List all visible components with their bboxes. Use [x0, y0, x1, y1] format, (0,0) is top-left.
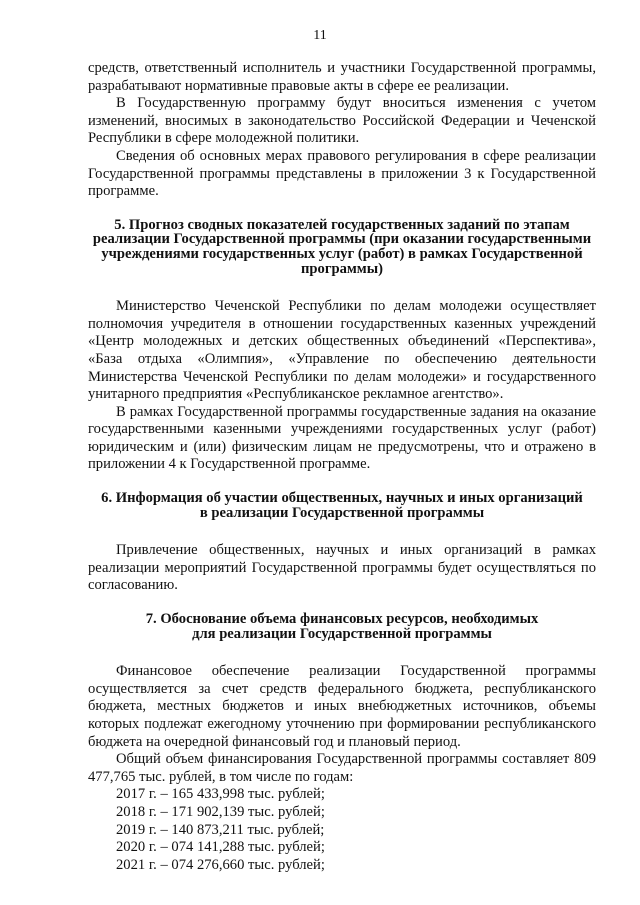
section-5-paragraph: В рамках Государственной программы государственные задания на оказание государственными казенными учреждениями государственных услуг (работ) юридическим и (или) физическим лицам не предусмотрены, что и отражено в приложении 4 к Государственной программе.: [88, 403, 596, 473]
section-5-heading-line: 5. Прогноз сводных показателей государственных заданий по этапам: [114, 216, 570, 233]
paragraph-continuation: средств, ответственный исполнитель и участники Государственной программы, разрабатывают нормативные правовые акты в сфере ее реализации.: [88, 60, 596, 94]
section-6-heading-line: 6. Информация об участии общественных, научных и иных организаций: [101, 490, 583, 507]
document-body: [88, 60, 596, 874]
section-6-heading-line: в реализации Государственной программы: [199, 504, 485, 521]
section-5-heading-line: учреждениями государственных услуг (работ) в рамках Государственной: [101, 245, 583, 262]
list-item: 2021 г. – 074 276,660 тыс. рублей;: [116, 856, 325, 873]
section-7-heading: [88, 612, 596, 641]
paragraph-regulation-info: Сведения об основных мерах правового регулирования в сфере реализации Государственной программы представлены в приложении 3 к Государственной программе.: [88, 147, 596, 200]
page-number: 11: [313, 28, 327, 43]
list-item: 2019 г. – 140 873,211 тыс. рублей;: [116, 821, 325, 838]
paragraph-amendments: В Государственную программу будут вноситься изменения с учетом изменений, вносимых в законодательство Российской Федерации и Чеченской Республики в сфере молодежной политики.: [88, 95, 596, 147]
section-7-heading-line: для реализации Государственной программы: [192, 625, 492, 642]
section-7-paragraph: Финансовое обеспечение реализации Государственной программы осуществляется за счет средств федерального бюджета, республиканского бюджета, местных бюджетов и иных внебюджетных источников, объемы которых подлежат ежегодному уточнению при формировании республиканского бюджета на очередной финансовый год и плановый период.: [88, 663, 596, 750]
list-item: 2020 г. – 074 141,288 тыс. рублей;: [116, 839, 325, 856]
list-item: 2018 г. – 171 902,139 тыс. рублей;: [116, 803, 325, 820]
section-6-paragraph: Привлечение общественных, научных и иных организаций в рамках реализации мероприятий Государственной программы будет осуществляться по согласованию.: [88, 542, 596, 594]
section-5-heading-line: реализации Государственной программы (при оказании государственными: [92, 231, 592, 248]
section-5-paragraph: Министерство Чеченской Республики по делам молодежи осуществляет полномочия учредителя в отношении государственных казенных учреждений «Центр молодежных и детских общественных объединений «Перспектива», «База отдыха «Олимпия», «Управление по обеспечению деятельности Министерства Чеченской Республики по делам молодежи» и государственного унитарного предприятия «Республиканское рекламное агентство».: [88, 298, 596, 403]
funding-by-year-list: [88, 786, 596, 874]
section-6-heading: [88, 491, 596, 520]
list-item: 2017 г. – 165 433,998 тыс. рублей;: [116, 786, 325, 803]
section-5-heading-line: программы): [301, 260, 383, 277]
section-7-heading-line: 7. Обоснование объема финансовых ресурсов, необходимых: [145, 611, 539, 628]
section-7-paragraph: Общий объем финансирования Государственной программы составляет 809 477,765 тыс. рублей, в том числе по годам:: [88, 751, 596, 785]
section-5-heading: [88, 218, 596, 276]
